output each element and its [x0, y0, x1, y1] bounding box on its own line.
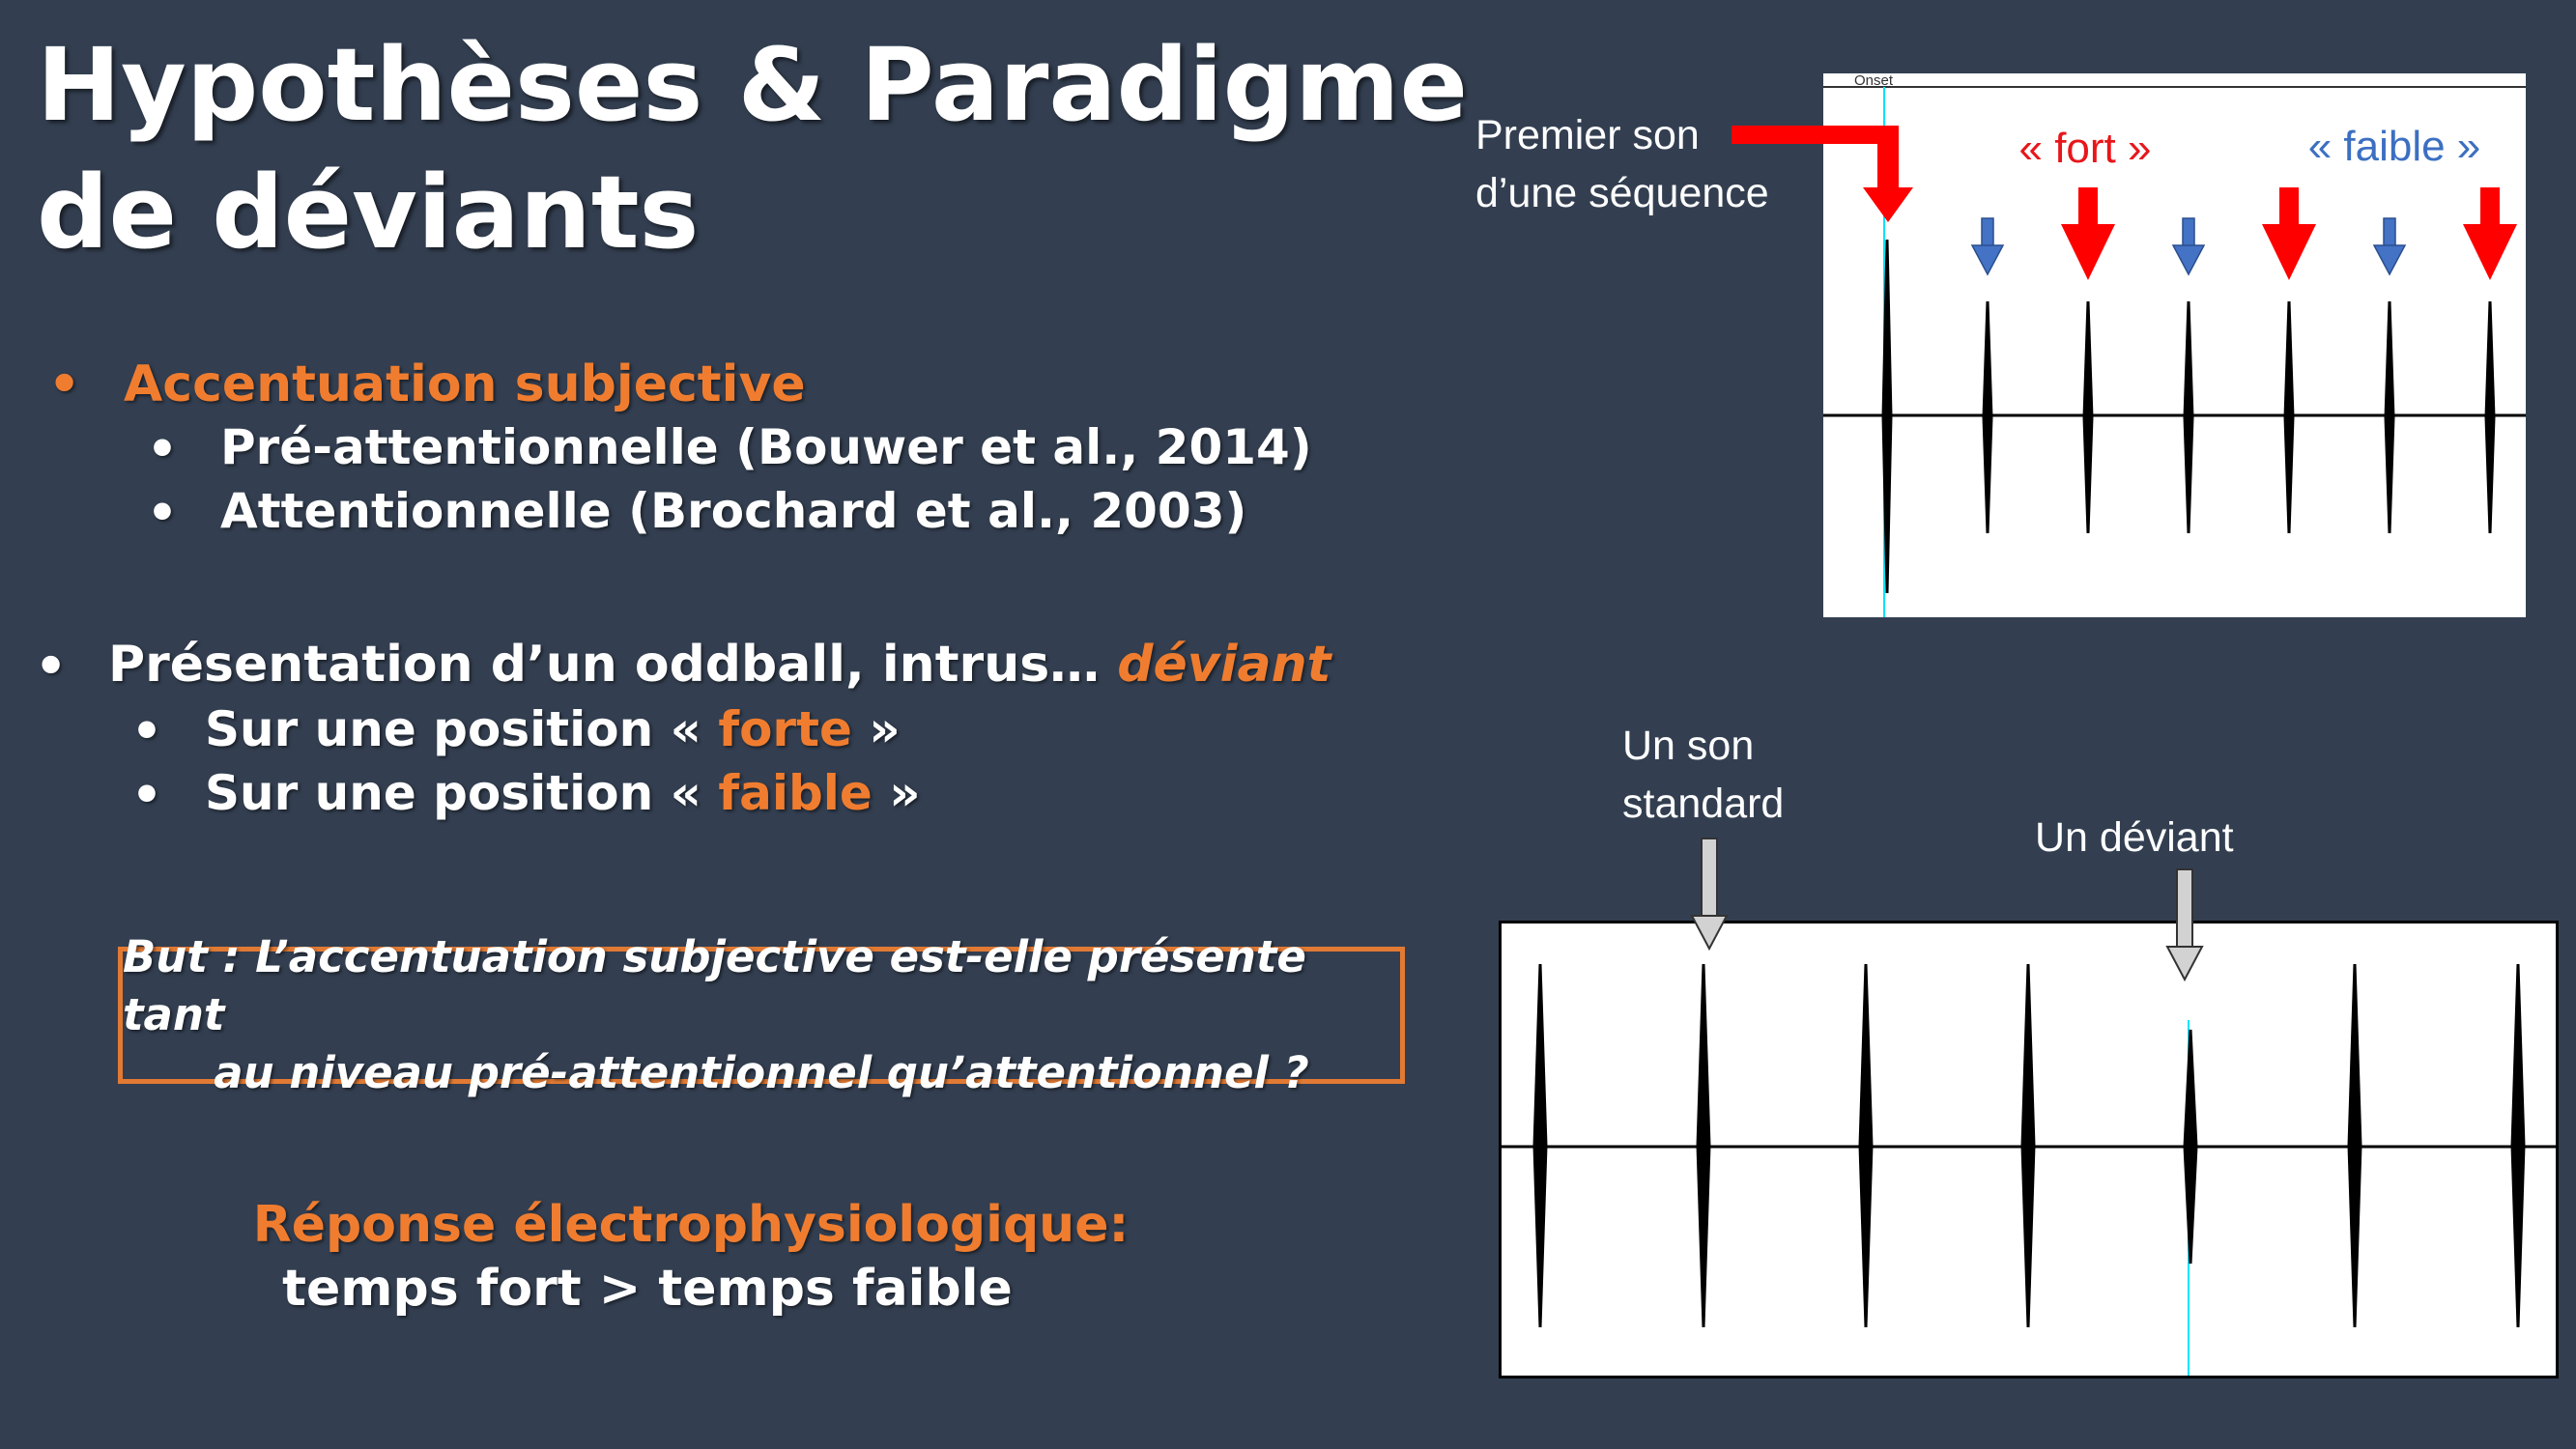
standard-label-line-2: standard [1622, 781, 1785, 827]
sub-bullet-marker: • [147, 485, 178, 541]
response-text: temps fort > temps faible [282, 1260, 1013, 1318]
bullet-oddball-text: Présentation d’un oddball, intrus… [108, 636, 1118, 694]
sub-bullet-weak-position [205, 765, 921, 821]
first-sound-arrow-icon [1720, 126, 1913, 232]
waveform-pulse [1698, 964, 1709, 1327]
sub-bullet-strong-position [205, 701, 901, 757]
sub-bullet-suffix: » [851, 701, 901, 757]
bullet-accentuation-subjective: Accentuation subjective [124, 355, 806, 413]
onset-label: Onset [1854, 73, 1894, 89]
response-title: Réponse électrophysiologique: [252, 1196, 1130, 1254]
weak-word: faible [718, 765, 873, 821]
waveform-pulse [1534, 964, 1546, 1327]
waveform-pulse [2349, 964, 2361, 1327]
bottom-waveform-panel [1499, 921, 2559, 1378]
goal-line-1: But : L’accentuation subjective est-elle présente tant [123, 931, 1306, 1040]
first-sound-label-line-2: d’une séquence [1475, 170, 1769, 216]
sub-bullet-marker: • [131, 703, 162, 759]
sub-bullet-pre-attentionnelle: Pré-attentionnelle (Bouwer et al., 2014) [220, 419, 1312, 475]
top-waveform-svg [1823, 73, 2526, 617]
bullet-marker: • [35, 638, 68, 696]
goal-line-2: au niveau pré-attentionnel qu’attentionnel ? [214, 1047, 1309, 1098]
bottom-waveform-svg [1502, 923, 2556, 1376]
waveform-pulse [2185, 1030, 2196, 1264]
sub-bullet-marker: • [147, 421, 178, 477]
weak-label: « faible » [2307, 123, 2481, 170]
title-line-1: Hypothèses & Paradigme [37, 26, 1468, 144]
bullet-oddball [108, 636, 1331, 694]
top-waveform-panel [1823, 73, 2526, 617]
sub-bullet-prefix: Sur une position « [205, 701, 719, 757]
strong-label: « fort » [2018, 125, 2152, 172]
sub-bullet-suffix: » [872, 765, 921, 821]
waveform-pulse [1860, 964, 1872, 1327]
electrophysiological-response [0, 1193, 1382, 1321]
goal-box [118, 931, 1405, 1098]
title-line-2: de déviants [37, 154, 700, 271]
sub-bullet-prefix: Sur une position « [205, 765, 719, 821]
waveform-pulse [2512, 964, 2524, 1327]
sub-bullet-attentionnelle: Attentionnelle (Brochard et al., 2003) [220, 483, 1247, 539]
first-sound-label-line-1: Premier son [1475, 112, 1700, 158]
sub-bullet-marker: • [131, 767, 162, 823]
waveform-pulse [2022, 964, 2034, 1327]
deviant-emphasis: déviant [1117, 636, 1331, 694]
deviant-label: Un déviant [2035, 814, 2234, 861]
strong-word: forte [718, 701, 852, 757]
standard-arrow-icon [1689, 837, 1730, 952]
standard-label-line-1: Un son [1622, 723, 1755, 769]
deviant-arrow-icon [2164, 867, 2205, 983]
bullet-marker: • [48, 355, 81, 413]
slide-title [37, 21, 1468, 276]
